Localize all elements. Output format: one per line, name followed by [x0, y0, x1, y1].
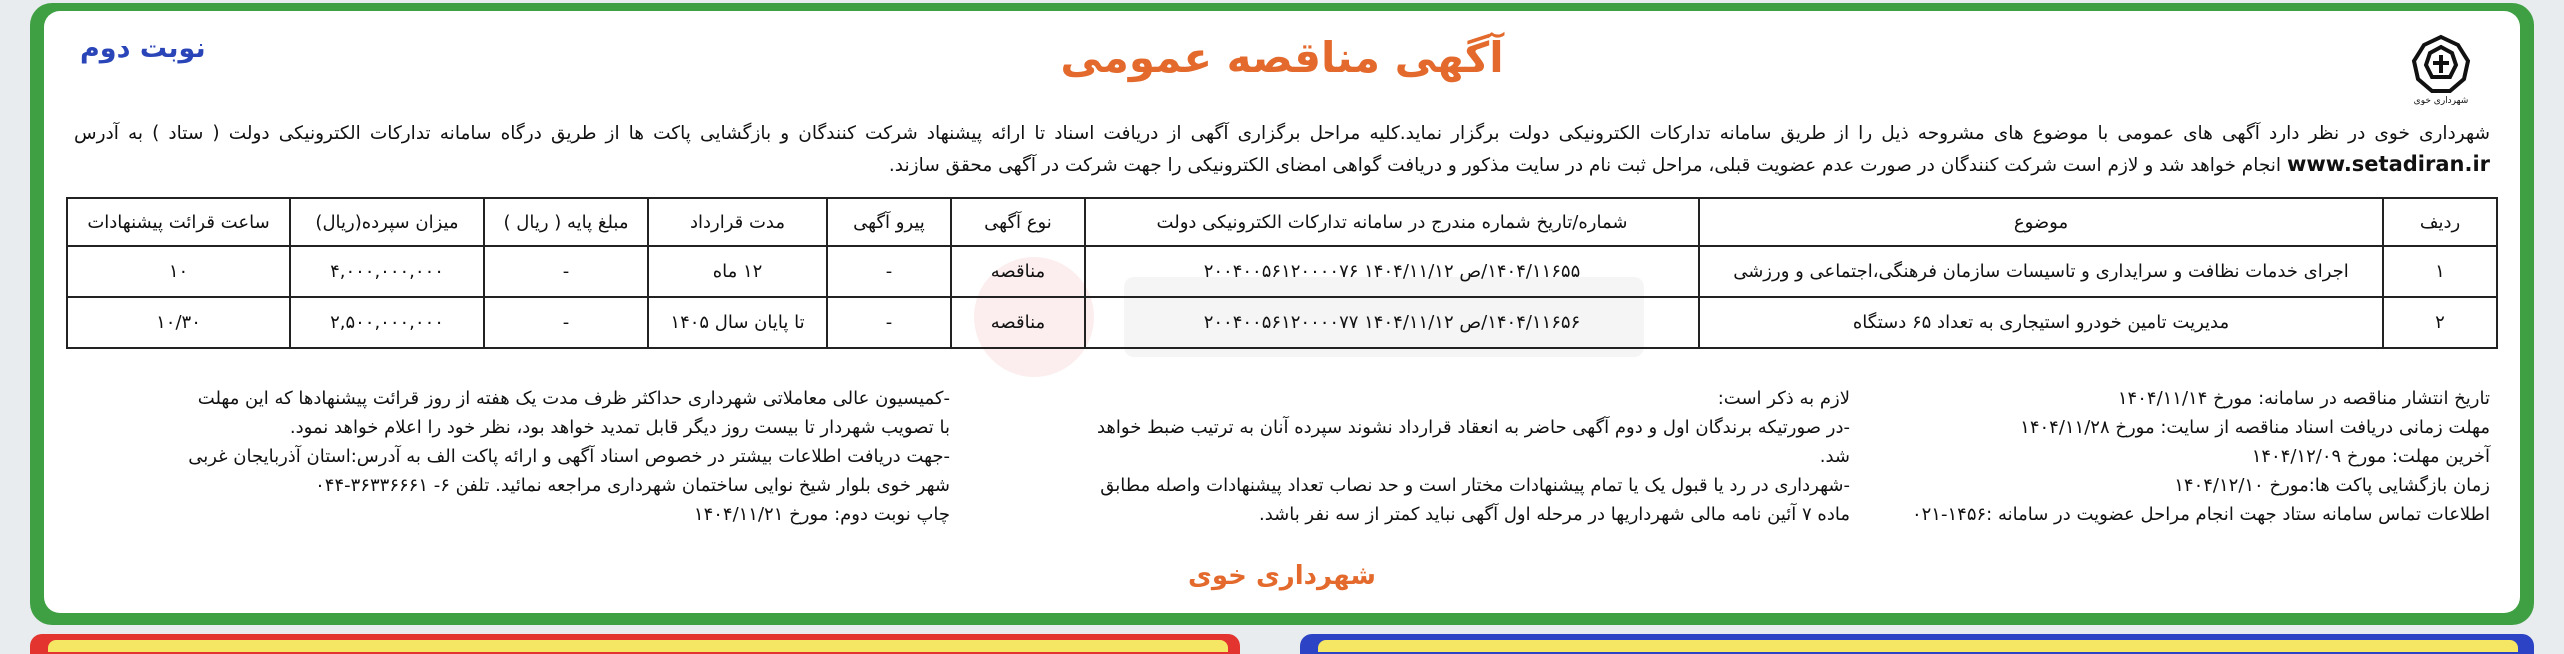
- intro-text: شهرداری خوی در نظر دارد آگهی های عمومی با موضوع های مشروحه ذیل را از طریق سامانه تدارکات الکترونیکی دولت برگزار نماید.کلیه مراحل برگزاری آگهی از دریافت اسناد تا ارائه پیشنهاد شرکت کنندگان و بازگشایی پاکت ها از طریق درگاه سامانه تدارکات الکترونیکی دولت ( ستاد ) به آدرس: [74, 123, 2490, 144]
- table-cell: -: [827, 297, 951, 348]
- header-cell: میزان سپرده(ریال): [290, 198, 484, 246]
- header-cell: ساعت قرائت پیشنهادات: [67, 198, 290, 246]
- note-line: شهر خوی بلوار شیخ نوایی ساختمان شهرداری مراجعه نمائید. تلفن ۶- ۳۶۳۳۶۶۶۱-۰۴۴: [315, 475, 950, 496]
- tenders-table: [66, 197, 2498, 349]
- dates-column: [1870, 384, 2490, 529]
- table-header-row: [67, 198, 2497, 246]
- note-line: -کمیسیون عالی معاملاتی شهرداری حداکثر ظرف مدت یک هفته از روز قرائت پیشنهادها که این مهلت: [197, 388, 950, 409]
- table-cell: ۱۰: [67, 246, 290, 297]
- page-title: آگهی مناقصه عمومی: [1060, 33, 1504, 82]
- note-line: ماده ۷ آئین نامه مالی شهرداریها در مرحله اول آگهی نباید کمتر از سه نفر باشد.: [1258, 504, 1850, 525]
- ad-frame: [30, 3, 2534, 625]
- date-line: مهلت زمانی دریافت اسناد مناقصه از سایت: مورخ ۱۴۰۴/۱۱/۲۸: [2020, 417, 2490, 438]
- header-cell: موضوع: [1699, 198, 2383, 246]
- date-line: تاریخ انتشار مناقصه در سامانه: مورخ ۱۴۰۴/۱۱/۱۴: [2117, 388, 2490, 409]
- header-cell: نوع آگهی: [951, 198, 1085, 246]
- setad-site-link[interactable]: www.setadiran.ir: [2286, 152, 2490, 176]
- table-cell: ۱۲ ماه: [648, 246, 827, 297]
- table-cell: ۱۴۰۴/۱۱۶۵۶/ص ۱۴۰۴/۱۱/۱۲ ۲۰۰۴۰۰۵۶۱۲۰۰۰۰۷۷: [1085, 297, 1699, 348]
- header-cell: پیرو آگهی: [827, 198, 951, 246]
- next-ad-body-red: [48, 640, 1228, 652]
- note-line: -شهرداری در رد یا قبول یک یا تمام پیشنهادات مختار است و حد نصاب تعداد پیشنهادات واصله مطابق: [1100, 475, 1850, 496]
- signature: شهرداری خوی: [1188, 561, 1376, 591]
- header-cell: ردیف: [2383, 198, 2497, 246]
- round-label: نوبت دوم: [80, 33, 206, 64]
- ad-body: [44, 11, 2520, 613]
- note-line: -در صورتیکه برندگان اول و دوم آگهی حاضر به انعقاد قرارداد نشوند سپرده آنان به ترتیب ضبط خواهد: [1096, 417, 1850, 438]
- header-cell: مبلغ پایه ( ریال ): [484, 198, 648, 246]
- conditions-column: [970, 384, 1850, 529]
- date-line: آخرین مهلت: مورخ ۱۴۰۴/۱۲/۰۹: [2251, 446, 2490, 467]
- note-line: چاپ نوبت دوم: مورخ ۱۴۰۴/۱۱/۲۱: [693, 504, 950, 525]
- note-line: شد.: [1819, 446, 1850, 467]
- table-cell: ۲: [2383, 297, 2497, 348]
- table-cell: مناقصه: [951, 297, 1085, 348]
- logo-caption: شهرداری خوی: [2413, 96, 2469, 105]
- note-line: -جهت دریافت اطلاعات بیشتر در خصوص اسناد آگهی و ارائه پاکت الف به آدرس:استان آذربایجان غربی: [188, 446, 950, 467]
- contact-column: [20, 384, 950, 529]
- notes-section: [74, 384, 2490, 564]
- table-cell: مدیریت تامین خودرو استیجاری به تعداد ۶۵ دستگاه: [1699, 297, 2383, 348]
- table-row: [67, 246, 2497, 297]
- intro-text-2: انجام خواهد شد و لازم است شرکت کنندگان در صورت عدم عضویت قبلی، مراحل ثبت نام در سایت مذکور و دریافت گواهی امضای الکترونیکی را جهت شرکت در آگهی محقق سازند.: [888, 155, 2282, 176]
- table-cell: ۱: [2383, 246, 2497, 297]
- table-cell: -: [484, 297, 648, 348]
- table-cell: ۲,۵۰۰,۰۰۰,۰۰۰: [290, 297, 484, 348]
- table-cell: -: [827, 246, 951, 297]
- table-cell: ۱۴۰۴/۱۱۶۵۵/ص ۱۴۰۴/۱۱/۱۲ ۲۰۰۴۰۰۵۶۱۲۰۰۰۰۷۶: [1085, 246, 1699, 297]
- date-line: اطلاعات تماس سامانه ستاد جهت انجام مراحل عضویت در سامانه :۱۴۵۶-۰۲۱: [1911, 504, 2490, 525]
- intro-paragraph: [74, 119, 2490, 181]
- table-cell: تا پایان سال ۱۴۰۵: [648, 297, 827, 348]
- note-line: لازم به ذکر است:: [1717, 388, 1850, 409]
- table-cell: مناقصه: [951, 246, 1085, 297]
- table-cell: -: [484, 246, 648, 297]
- table-row: [67, 297, 2497, 348]
- table-cell: ۱۰/۳۰: [67, 297, 290, 348]
- table-cell: ۴,۰۰۰,۰۰۰,۰۰۰: [290, 246, 484, 297]
- next-ad-body-blue: [1318, 640, 2518, 652]
- header-cell: مدت قرارداد: [648, 198, 827, 246]
- table-cell: اجرای خدمات نظافت و سرایداری و تاسیسات سازمان فرهنگی،اجتماعی و ورزشی: [1699, 246, 2383, 297]
- header-cell: شماره/تاریخ شماره مندرج در سامانه تدارکات الکترونیکی دولت: [1085, 198, 1699, 246]
- note-line: با تصویب شهردار تا بیست روز دیگر قابل تمدید خواهد بود، نظر خود را اعلام خواهد نمود.: [289, 417, 950, 438]
- date-line: زمان بازگشایی پاکت ها:مورخ ۱۴۰۴/۱۲/۱۰: [2174, 475, 2490, 496]
- next-ads-strip: [0, 630, 2564, 650]
